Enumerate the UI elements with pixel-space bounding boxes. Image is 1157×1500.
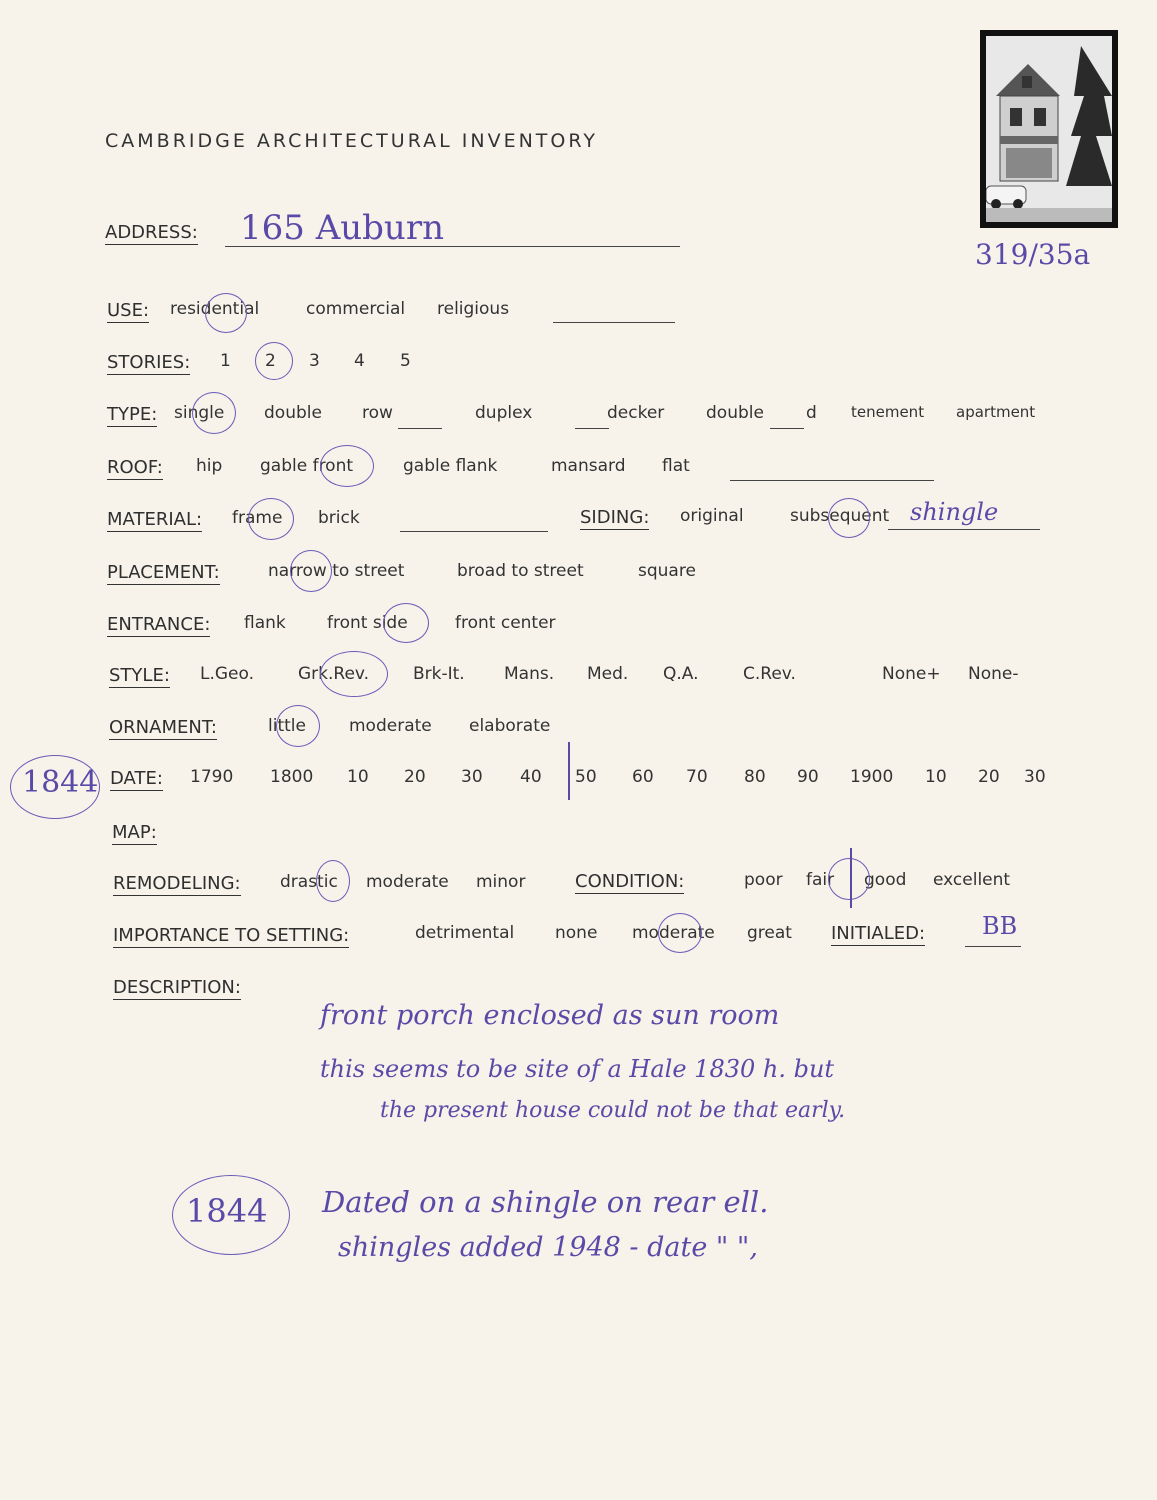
- material-option-frame: frame: [232, 508, 283, 528]
- remodeling-selection-circle: [316, 860, 350, 902]
- date-option-1900: 1900: [850, 767, 894, 787]
- description-line-2: this seems to be site of a Hale 1830 h. but: [320, 1055, 835, 1083]
- style-option-med: Med.: [587, 664, 629, 684]
- entrance-option-front-side: front side: [327, 613, 408, 633]
- type-option-apartment: apartment: [956, 403, 1036, 421]
- material-other-line: [400, 531, 548, 532]
- type-decker-line: [575, 428, 609, 429]
- stories-label: STORIES:: [107, 352, 191, 373]
- ornament-option-little: little: [268, 716, 306, 736]
- type-double-decker-line: [770, 428, 804, 429]
- type-option-d: d: [806, 403, 817, 423]
- ornament-selection-circle: [276, 705, 320, 747]
- roof-option-gable-flank: gable flank: [403, 456, 498, 476]
- condition-selection-circle: [828, 858, 870, 900]
- placement-selection-circle: [290, 550, 332, 592]
- roof-label: ROOF:: [107, 457, 163, 478]
- material-option-brick: brick: [318, 508, 360, 528]
- date-option-80: 80: [744, 767, 766, 787]
- style-option-qa: Q.A.: [663, 664, 699, 684]
- roof-option-mansard: mansard: [551, 456, 626, 476]
- stories-option-3: 3: [309, 351, 320, 371]
- date-option-1920: 20: [978, 767, 1000, 787]
- siding-option-original: original: [680, 506, 744, 526]
- initialed-label: INITIALED:: [831, 923, 926, 944]
- style-option-brk-it: Brk-It.: [413, 664, 465, 684]
- stories-option-1: 1: [220, 351, 231, 371]
- stories-selection-circle: [255, 342, 293, 380]
- placement-option-broad: broad to street: [457, 561, 584, 581]
- date-option-1930: 30: [1024, 767, 1046, 787]
- initialed-value: BB: [982, 912, 1018, 940]
- importance-option-moderate: moderate: [632, 923, 715, 943]
- house-photo: [980, 30, 1118, 228]
- style-option-grk-rev: Grk.Rev.: [298, 664, 370, 684]
- type-row-line: [398, 428, 442, 429]
- date-option-60: 60: [632, 767, 654, 787]
- ornament-label: ORNAMENT:: [109, 717, 217, 738]
- placement-option-narrow: narrow to street: [268, 561, 405, 581]
- use-label: USE:: [107, 300, 150, 321]
- roof-other-line: [730, 480, 934, 481]
- material-label: MATERIAL:: [107, 509, 203, 530]
- style-selection-circle: [320, 651, 388, 697]
- stories-option-4: 4: [354, 351, 365, 371]
- form-title: CAMBRIDGE ARCHITECTURAL INVENTORY: [105, 130, 598, 152]
- use-other-line: [553, 322, 675, 323]
- siding-selection-circle: [828, 498, 870, 538]
- date-option-50: 50: [575, 767, 597, 787]
- remodeling-option-minor: minor: [476, 872, 526, 892]
- description-label: DESCRIPTION:: [113, 977, 241, 998]
- type-option-tenement: tenement: [851, 403, 925, 421]
- entrance-selection-circle: [383, 603, 429, 643]
- type-option-duplex: duplex: [475, 403, 533, 423]
- ornament-option-moderate: moderate: [349, 716, 432, 736]
- placement-label: PLACEMENT:: [107, 562, 220, 583]
- date-option-10: 10: [347, 767, 369, 787]
- condition-option-excellent: excellent: [933, 870, 1011, 890]
- date-option-90: 90: [797, 767, 819, 787]
- description-note-line-2: shingles added 1948 - date " ",: [338, 1232, 758, 1263]
- material-selection-circle: [248, 498, 294, 540]
- date-option-20: 20: [404, 767, 426, 787]
- roof-option-hip: hip: [196, 456, 223, 476]
- style-option-mans: Mans.: [504, 664, 555, 684]
- importance-option-great: great: [747, 923, 792, 943]
- condition-option-good: good: [864, 870, 907, 890]
- type-option-double: double: [264, 403, 322, 423]
- type-label: TYPE:: [107, 404, 158, 425]
- description-note-line-1: Dated on a shingle on rear ell.: [322, 1185, 769, 1219]
- remodeling-label: REMODELING:: [113, 873, 241, 894]
- map-label: MAP:: [112, 822, 157, 843]
- entrance-label: ENTRANCE:: [107, 614, 211, 635]
- date-option-1800: 1800: [270, 767, 314, 787]
- condition-label: CONDITION:: [575, 871, 685, 892]
- use-option-commercial: commercial: [306, 299, 406, 319]
- initialed-line: [965, 946, 1021, 947]
- roof-option-flat: flat: [662, 456, 690, 476]
- type-option-decker: decker: [607, 403, 665, 423]
- date-option-70: 70: [686, 767, 708, 787]
- date-marker-line: [568, 742, 570, 800]
- use-option-religious: religious: [437, 299, 510, 319]
- entrance-option-flank: flank: [244, 613, 286, 633]
- remodeling-option-drastic: drastic: [280, 872, 338, 892]
- style-label: STYLE:: [109, 665, 170, 686]
- type-option-row: row: [362, 403, 393, 423]
- style-option-c-rev: C.Rev.: [743, 664, 796, 684]
- photo-reference-number: 319/35a: [975, 238, 1091, 271]
- roof-option-gable-front: gable front: [260, 456, 354, 476]
- type-selection-circle: [192, 392, 236, 434]
- condition-option-fair: fair: [806, 870, 835, 890]
- siding-label: SIDING:: [580, 507, 650, 528]
- address-value: 165 Auburn: [240, 208, 444, 248]
- importance-selection-circle: [658, 913, 702, 953]
- use-selection-circle: [205, 293, 247, 333]
- date-option-30: 30: [461, 767, 483, 787]
- importance-option-detrimental: detrimental: [415, 923, 515, 943]
- date-label: DATE:: [110, 768, 163, 789]
- entrance-option-front-center: front center: [455, 613, 556, 633]
- description-line-3: the present house could not be that early.: [380, 1098, 846, 1123]
- remodeling-option-moderate: moderate: [366, 872, 449, 892]
- roof-selection-circle: [320, 445, 374, 487]
- style-option-l-geo: L.Geo.: [200, 664, 255, 684]
- siding-value: shingle: [910, 498, 999, 526]
- importance-option-none: none: [555, 923, 598, 943]
- style-option-none-minus: None-: [968, 664, 1019, 684]
- siding-value-line: [888, 529, 1040, 530]
- stories-option-5: 5: [400, 351, 411, 371]
- type-option-single: single: [174, 403, 225, 423]
- date-option-40: 40: [520, 767, 542, 787]
- description-line-1: front porch enclosed as sun room: [320, 1000, 780, 1031]
- importance-label: IMPORTANCE TO SETTING:: [113, 925, 350, 946]
- siding-option-subsequent: subsequent: [790, 506, 890, 526]
- condition-option-poor: poor: [744, 870, 783, 890]
- ornament-option-elaborate: elaborate: [469, 716, 551, 736]
- address-label: ADDRESS:: [105, 222, 198, 243]
- type-option-double-decker: double: [706, 403, 764, 423]
- date-option-1790: 1790: [190, 767, 234, 787]
- stories-option-2: 2: [265, 351, 276, 371]
- placement-option-square: square: [638, 561, 696, 581]
- date-margin-note: 1844: [22, 765, 99, 800]
- date-option-1910: 10: [925, 767, 947, 787]
- description-date-note: 1844: [186, 1192, 268, 1230]
- use-option-residential: residential: [170, 299, 260, 319]
- condition-marker-line: [850, 848, 852, 908]
- style-option-none-plus: None+: [882, 664, 941, 684]
